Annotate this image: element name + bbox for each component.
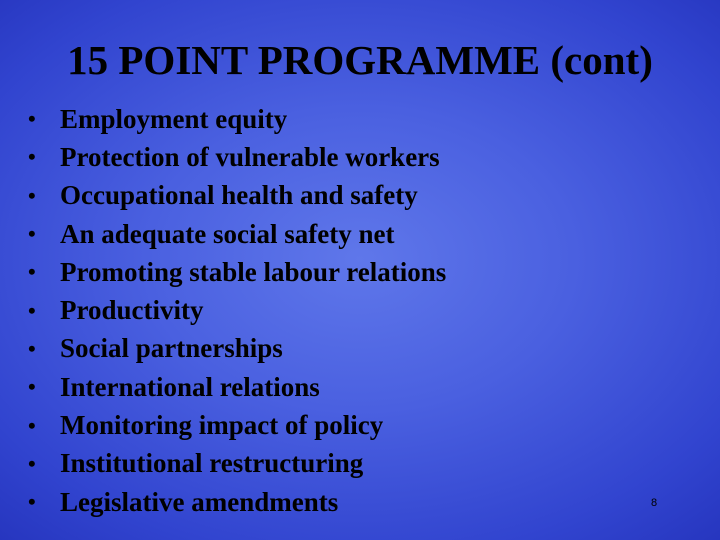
bullet-item (28, 368, 446, 406)
bullet-icon: • (28, 412, 36, 438)
bullet-text: Protection of vulnerable workers (60, 141, 440, 172)
bullet-icon: • (28, 297, 36, 323)
bullet-text: Social partnerships (60, 333, 283, 364)
bullet-icon: • (28, 450, 36, 476)
bullet-icon: • (28, 335, 36, 361)
bullet-text: Productivity (60, 295, 204, 326)
bullet-icon: • (28, 106, 36, 132)
slide-title: 15 POINT PROGRAMME (cont) (67, 37, 653, 83)
bullet-item (28, 253, 446, 291)
bullet-text: Institutional restructuring (60, 448, 364, 479)
bullet-text: Employment equity (60, 103, 288, 134)
bullet-item (28, 445, 446, 483)
bullet-text: Legislative amendments (60, 486, 339, 517)
bullet-icon: • (28, 489, 36, 515)
bullet-icon: • (28, 374, 36, 400)
bullet-icon: • (28, 221, 36, 247)
bullet-text: Promoting stable labour relations (60, 256, 447, 287)
bullet-item (28, 177, 446, 215)
bullet-item (28, 215, 446, 253)
bullet-item (28, 406, 446, 444)
bullet-item (28, 100, 446, 138)
bullet-list (28, 100, 446, 521)
bullet-item (28, 291, 446, 329)
bullet-icon: • (28, 182, 36, 208)
bullet-text: An adequate social safety net (60, 218, 395, 249)
bullet-item (28, 330, 446, 368)
bullet-text: Monitoring impact of policy (60, 410, 384, 441)
bullet-item (28, 138, 446, 176)
bullet-text: Occupational health and safety (60, 180, 418, 211)
bullet-item (28, 483, 446, 521)
bullet-icon: • (28, 144, 36, 170)
bullet-icon: • (28, 259, 36, 285)
page-number: 8 (651, 497, 658, 509)
bullet-text: International relations (60, 371, 320, 402)
